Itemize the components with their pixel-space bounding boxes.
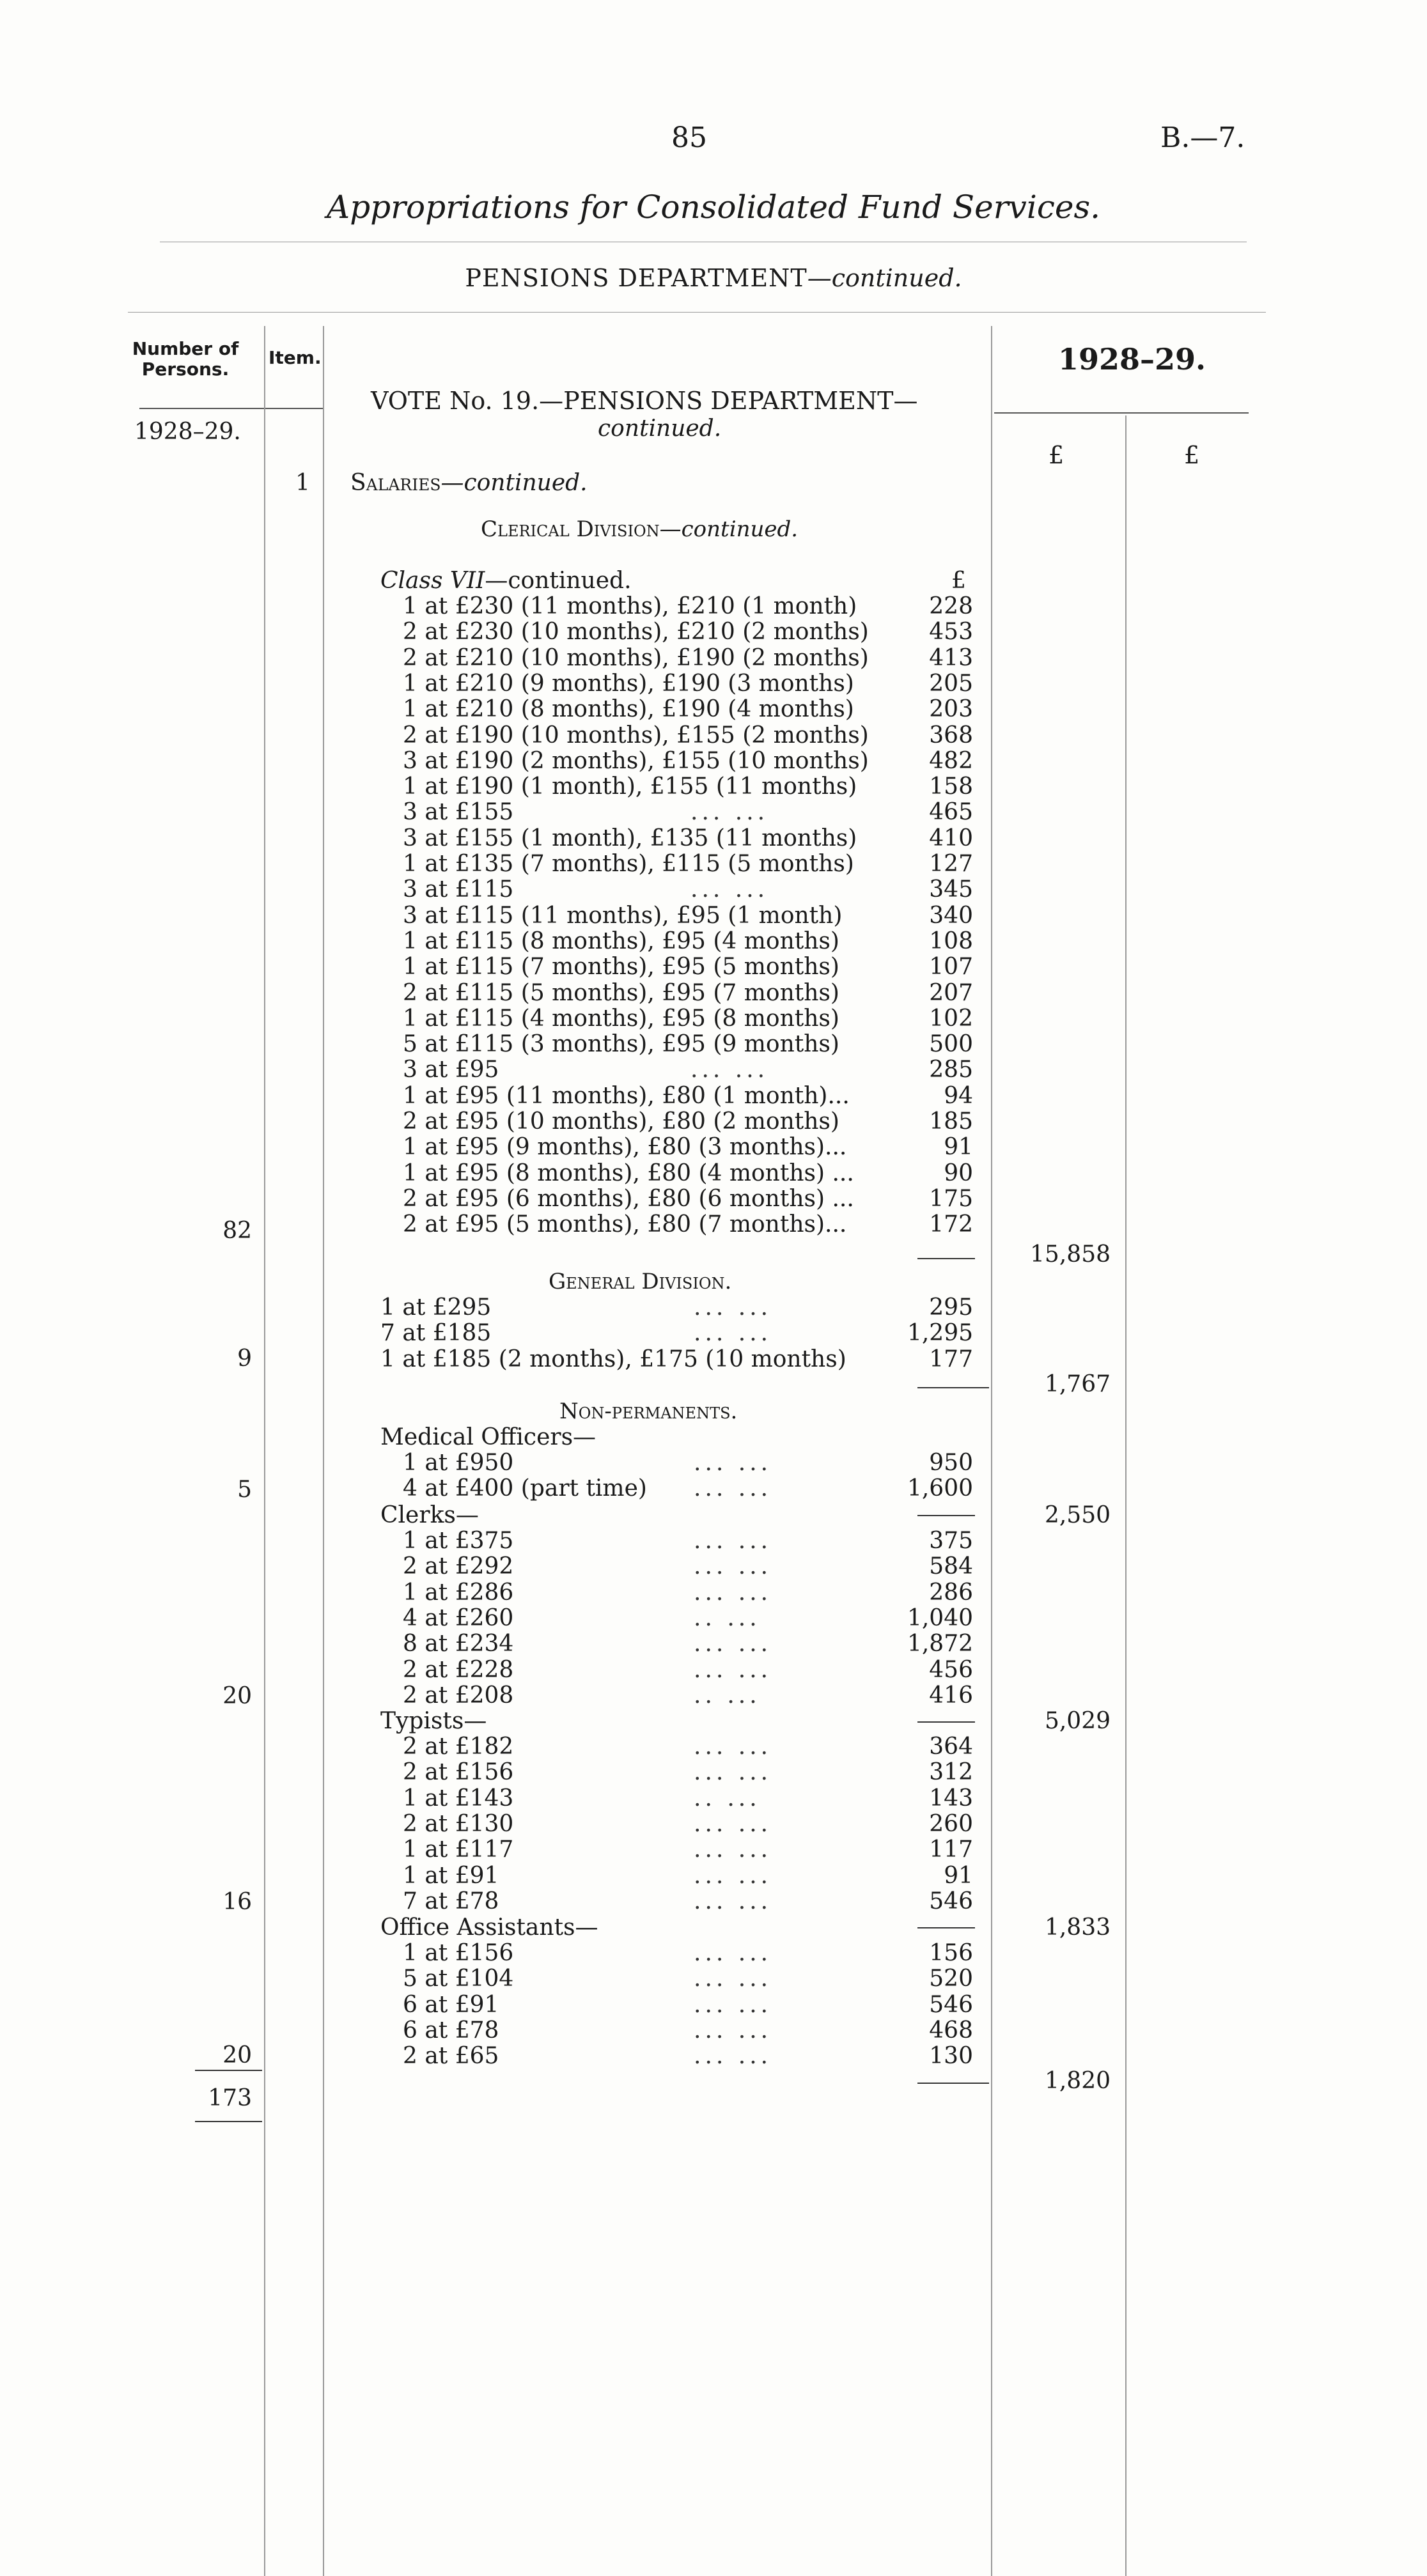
table-row xyxy=(0,1992,1427,2017)
general-persons: 9 xyxy=(237,1346,252,1372)
salaries-suffix: —continued. xyxy=(441,470,588,496)
row-leader-dots: ... ... xyxy=(694,1991,772,2018)
row-leader-dots: ... ... xyxy=(694,1450,772,1476)
row-description: 6 at £78 xyxy=(403,2017,499,2044)
row-description: 2 at £115 (5 months), £95 (7 months) xyxy=(403,979,839,1006)
row-description: 7 at £78 xyxy=(403,1888,499,1914)
row-description: 1 at £156 xyxy=(403,1940,514,1966)
row-description: 3 at £155 xyxy=(403,799,514,826)
row-amount: 286 xyxy=(929,1579,973,1606)
row-amount: 285 xyxy=(929,1057,973,1083)
table-row xyxy=(0,619,1427,644)
row-amount: 185 xyxy=(929,1108,973,1135)
row-description: 1 at £115 (8 months), £95 (4 months) xyxy=(403,927,839,954)
clerical-suffix: —continued. xyxy=(659,516,799,542)
currency-right: £ xyxy=(1184,441,1200,469)
medical-total: 2,550 xyxy=(1044,1502,1111,1528)
salaries-label: Salaries xyxy=(350,470,441,496)
table-row xyxy=(0,593,1427,619)
row-description: 1 at £117 xyxy=(403,1836,514,1863)
table-row xyxy=(0,1734,1427,1759)
grand-persons-total: 173 xyxy=(208,2085,252,2111)
table-row xyxy=(0,980,1427,1005)
row-amount: 228 xyxy=(929,593,973,619)
row-amount: 375 xyxy=(929,1528,973,1554)
row-amount: 205 xyxy=(929,670,973,697)
row-description: 1 at £95 (8 months), £80 (4 months) ... xyxy=(403,1160,854,1186)
table-row xyxy=(0,799,1427,825)
row-amount: 117 xyxy=(929,1836,973,1863)
row-description: 1 at £115 (4 months), £95 (8 months) xyxy=(403,1005,839,1032)
clerical-persons: 82 xyxy=(222,1218,252,1244)
row-description: 3 at £115 xyxy=(403,876,514,903)
table-row xyxy=(0,1005,1427,1031)
row-description: 2 at £95 (10 months), £80 (2 months) xyxy=(403,1108,839,1135)
table-row xyxy=(0,1320,1427,1346)
row-description: 1 at £375 xyxy=(403,1528,514,1554)
row-description: 1 at £115 (7 months), £95 (5 months) xyxy=(403,954,839,981)
general-subtotal-rule xyxy=(917,1387,989,1388)
row-description: 1 at £295 xyxy=(380,1294,492,1321)
row-amount: 158 xyxy=(929,773,973,800)
row-amount: 130 xyxy=(929,2043,973,2070)
year-header: 1928–29. xyxy=(1058,342,1206,376)
table-row xyxy=(0,1553,1427,1579)
table-row xyxy=(0,1785,1427,1811)
medical-officers-label: Medical Officers— xyxy=(380,1424,597,1450)
row-leader-dots: .. ... xyxy=(694,1785,761,1812)
row-description: 1 at £950 xyxy=(403,1450,514,1476)
table-row xyxy=(0,1966,1427,1991)
row-amount: 207 xyxy=(929,979,973,1006)
row-amount: 520 xyxy=(929,1966,973,1992)
row-leader-dots: ... ... xyxy=(694,1940,772,1966)
table-row xyxy=(0,722,1427,748)
row-leader-dots: ... ... xyxy=(694,1966,772,1992)
row-amount: 368 xyxy=(929,722,973,749)
row-description: 3 at £190 (2 months), £155 (10 months) xyxy=(403,747,869,774)
clerical-subtotal-rule xyxy=(917,1258,975,1259)
persons-year: 1928–29. xyxy=(134,419,241,445)
row-description: 1 at £190 (1 month), £155 (11 months) xyxy=(403,773,857,800)
clerks-persons: 20 xyxy=(222,1683,252,1709)
row-amount: 203 xyxy=(929,696,973,723)
table-row xyxy=(0,2017,1427,2043)
row-amount: 260 xyxy=(929,1810,973,1837)
row-description: 2 at £130 xyxy=(403,1810,514,1837)
table-row xyxy=(0,1211,1427,1237)
clerical-currency: £ xyxy=(951,568,966,594)
table-row xyxy=(0,748,1427,773)
row-leader-dots: ... ... xyxy=(694,1888,772,1914)
row-amount: 102 xyxy=(929,1005,973,1032)
row-description: 1 at £91 xyxy=(403,1862,499,1889)
row-description: 2 at £65 xyxy=(403,2043,499,2070)
table-row xyxy=(0,1682,1427,1708)
row-amount: 1,872 xyxy=(907,1631,973,1657)
table-row xyxy=(0,1528,1427,1553)
table-row xyxy=(0,1940,1427,1966)
table-row xyxy=(0,1475,1427,1501)
office-total: 1,820 xyxy=(1044,2068,1111,2094)
row-amount: 410 xyxy=(929,825,973,851)
clerical-total: 15,858 xyxy=(1030,1241,1111,1268)
row-leader-dots: ... ... xyxy=(694,1734,772,1760)
office-assistants-label: Office Assistants— xyxy=(380,1914,598,1941)
row-description: 8 at £234 xyxy=(403,1631,514,1657)
row-leader-dots: ... ... xyxy=(694,1631,772,1657)
row-leader-dots: .. ... xyxy=(694,1604,761,1631)
row-leader-dots: ... ... xyxy=(694,1759,772,1786)
row-leader-dots: ... ... xyxy=(690,876,769,903)
row-amount: 175 xyxy=(929,1185,973,1212)
row-leader-dots: ... ... xyxy=(694,1862,772,1889)
vote-continued: continued. xyxy=(598,415,722,442)
table-row xyxy=(0,773,1427,799)
row-description: 1 at £230 (11 months), £210 (1 month) xyxy=(403,593,857,619)
row-amount: 482 xyxy=(929,747,973,774)
row-amount: 584 xyxy=(929,1553,973,1580)
row-description: 5 at £115 (3 months), £95 (9 months) xyxy=(403,1031,839,1058)
row-description: 1 at £95 (11 months), £80 (1 month)... xyxy=(403,1082,850,1109)
row-amount: 295 xyxy=(929,1294,973,1321)
row-description: 2 at £156 xyxy=(403,1759,514,1786)
vote-title: VOTE No. 19.—PENSIONS DEPARTMENT— xyxy=(371,387,918,415)
table-row xyxy=(0,954,1427,979)
row-description: 3 at £95 xyxy=(403,1057,499,1083)
row-description: 3 at £115 (11 months), £95 (1 month) xyxy=(403,902,843,929)
row-amount: 143 xyxy=(929,1785,973,1812)
class-label: Class VII xyxy=(380,568,485,594)
row-description: 4 at £260 xyxy=(403,1604,514,1631)
non-permanents-heading: Non-permanents. xyxy=(559,1399,738,1424)
table-row xyxy=(0,1031,1427,1057)
row-description: 2 at £230 (10 months), £210 (2 months) xyxy=(403,619,869,646)
row-amount: 1,600 xyxy=(907,1475,973,1502)
clerical-label: Clerical Division xyxy=(481,516,660,542)
item-number: 1 xyxy=(295,470,310,496)
table-row xyxy=(0,1579,1427,1605)
row-amount: 91 xyxy=(944,1862,973,1889)
row-leader-dots: ... ... xyxy=(694,1553,772,1580)
table-row xyxy=(0,1811,1427,1836)
row-description: 7 at £185 xyxy=(380,1320,492,1347)
row-description: 2 at £95 (5 months), £80 (7 months)... xyxy=(403,1211,847,1238)
year-header-rule xyxy=(994,412,1249,414)
row-amount: 108 xyxy=(929,927,973,954)
row-amount: 950 xyxy=(929,1450,973,1476)
row-amount: 468 xyxy=(929,2017,973,2044)
row-amount: 453 xyxy=(929,619,973,646)
row-leader-dots: ... ... xyxy=(694,1836,772,1863)
row-amount: 364 xyxy=(929,1734,973,1760)
table-row xyxy=(0,1836,1427,1862)
medical-subtotal-rule xyxy=(917,1515,975,1516)
row-leader-dots: ... ... xyxy=(690,1057,769,1083)
general-total: 1,767 xyxy=(1044,1371,1111,1397)
row-description: 6 at £91 xyxy=(403,1991,499,2018)
department-name: PENSIONS DEPARTMENT xyxy=(465,264,807,292)
row-description: 4 at £400 (part time) xyxy=(403,1475,647,1502)
typists-total: 1,833 xyxy=(1044,1914,1111,1941)
row-leader-dots: ... ... xyxy=(694,2017,772,2044)
table-row xyxy=(0,825,1427,851)
table-row xyxy=(0,928,1427,954)
table-row xyxy=(0,1759,1427,1785)
row-amount: 312 xyxy=(929,1759,973,1786)
row-description: 1 at £210 (8 months), £190 (4 months) xyxy=(403,696,854,723)
row-amount: 1,295 xyxy=(907,1320,973,1347)
row-amount: 177 xyxy=(929,1346,973,1372)
page-title: Appropriations for Consolidated Fund Services. xyxy=(326,189,1100,226)
row-description: 2 at £182 xyxy=(403,1734,514,1760)
table-row xyxy=(0,1057,1427,1082)
table-row xyxy=(0,696,1427,722)
row-amount: 456 xyxy=(929,1656,973,1683)
department-heading xyxy=(0,264,1427,292)
class-suffix: —continued. xyxy=(485,568,632,594)
clerical-division-heading xyxy=(481,516,798,542)
row-description: 1 at £185 (2 months), £175 (10 months) xyxy=(380,1346,846,1372)
medical-persons: 5 xyxy=(237,1477,252,1503)
table-row xyxy=(0,1346,1427,1372)
row-description: 2 at £190 (10 months), £155 (2 months) xyxy=(403,722,869,749)
row-description: 1 at £210 (9 months), £190 (3 months) xyxy=(403,670,854,697)
general-division-heading: General Division. xyxy=(549,1269,732,1294)
table-row xyxy=(0,1186,1427,1211)
office-persons: 20 xyxy=(222,2042,252,2068)
clerks-total: 5,029 xyxy=(1044,1708,1111,1734)
row-amount: 465 xyxy=(929,799,973,826)
row-leader-dots: ... ... xyxy=(694,1475,772,1502)
row-description: 2 at £210 (10 months), £190 (2 months) xyxy=(403,644,869,671)
table-row xyxy=(0,1888,1427,1914)
row-description: 1 at £135 (7 months), £115 (5 months) xyxy=(403,851,854,877)
typists-subtotal-rule xyxy=(917,1927,975,1928)
number-of-persons-header: Number of Persons. xyxy=(132,338,239,380)
table-row xyxy=(0,1294,1427,1320)
table-row xyxy=(0,903,1427,928)
salaries-heading xyxy=(350,470,588,496)
row-leader-dots: ... ... xyxy=(694,1528,772,1554)
persons-header-rule xyxy=(139,408,264,409)
row-leader-dots: ... ... xyxy=(694,1579,772,1606)
row-description: 2 at £292 xyxy=(403,1553,514,1580)
row-amount: 156 xyxy=(929,1940,973,1966)
table-row xyxy=(0,1450,1427,1475)
row-amount: 127 xyxy=(929,851,973,877)
table-row xyxy=(0,876,1427,902)
typists-persons: 16 xyxy=(222,1889,252,1915)
row-leader-dots: ... ... xyxy=(694,1294,772,1321)
department-suffix: —continued. xyxy=(807,264,962,292)
table-row xyxy=(0,671,1427,696)
table-row xyxy=(0,851,1427,876)
table-row xyxy=(0,1657,1427,1682)
row-amount: 91 xyxy=(944,1134,973,1161)
clerks-label: Clerks— xyxy=(380,1502,479,1528)
table-row xyxy=(0,1134,1427,1160)
row-leader-dots: ... ... xyxy=(694,2043,772,2070)
row-leader-dots: ... ... xyxy=(694,1810,772,1837)
table-row xyxy=(0,1108,1427,1134)
persons-total-rule-top xyxy=(195,2070,262,2071)
typists-label: Typists— xyxy=(380,1708,487,1734)
row-leader-dots: ... ... xyxy=(694,1656,772,1683)
row-amount: 172 xyxy=(929,1211,973,1238)
table-row xyxy=(0,1083,1427,1108)
class-heading xyxy=(380,568,632,594)
table-row xyxy=(0,645,1427,671)
page-number: 85 xyxy=(671,121,707,154)
table-row xyxy=(0,1631,1427,1656)
row-description: 2 at £208 xyxy=(403,1682,514,1709)
row-amount: 546 xyxy=(929,1888,973,1914)
clerks-subtotal-rule xyxy=(917,1721,975,1723)
row-amount: 1,040 xyxy=(907,1604,973,1631)
row-leader-dots: ... ... xyxy=(690,799,769,826)
row-description: 3 at £155 (1 month), £135 (11 months) xyxy=(403,825,857,851)
row-description: 1 at £286 xyxy=(403,1579,514,1606)
table-row xyxy=(0,1863,1427,1888)
row-amount: 546 xyxy=(929,1991,973,2018)
row-amount: 107 xyxy=(929,954,973,981)
currency-left: £ xyxy=(1049,441,1064,469)
row-leader-dots: .. ... xyxy=(694,1682,761,1709)
table-row xyxy=(0,1605,1427,1631)
row-leader-dots: ... ... xyxy=(694,1320,772,1347)
row-amount: 500 xyxy=(929,1031,973,1058)
row-description: 1 at £95 (9 months), £80 (3 months)... xyxy=(403,1134,847,1161)
row-amount: 94 xyxy=(944,1082,973,1109)
persons-total-rule-bottom xyxy=(195,2121,262,2122)
row-amount: 340 xyxy=(929,902,973,929)
row-amount: 90 xyxy=(944,1160,973,1186)
office-subtotal-rule xyxy=(917,2083,989,2084)
table-row xyxy=(0,2043,1427,2068)
row-description: 1 at £143 xyxy=(403,1785,514,1812)
header-rule xyxy=(128,312,1266,313)
row-description: 2 at £228 xyxy=(403,1656,514,1683)
row-description: 5 at £104 xyxy=(403,1966,514,1992)
document-reference: B.—7. xyxy=(1160,121,1245,154)
row-amount: 345 xyxy=(929,876,973,903)
row-amount: 413 xyxy=(929,644,973,671)
row-description: 2 at £95 (6 months), £80 (6 months) ... xyxy=(403,1185,854,1212)
item-header: Item. xyxy=(269,347,322,368)
table-row xyxy=(0,1160,1427,1186)
item-header-rule xyxy=(265,408,324,409)
row-amount: 416 xyxy=(929,1682,973,1709)
